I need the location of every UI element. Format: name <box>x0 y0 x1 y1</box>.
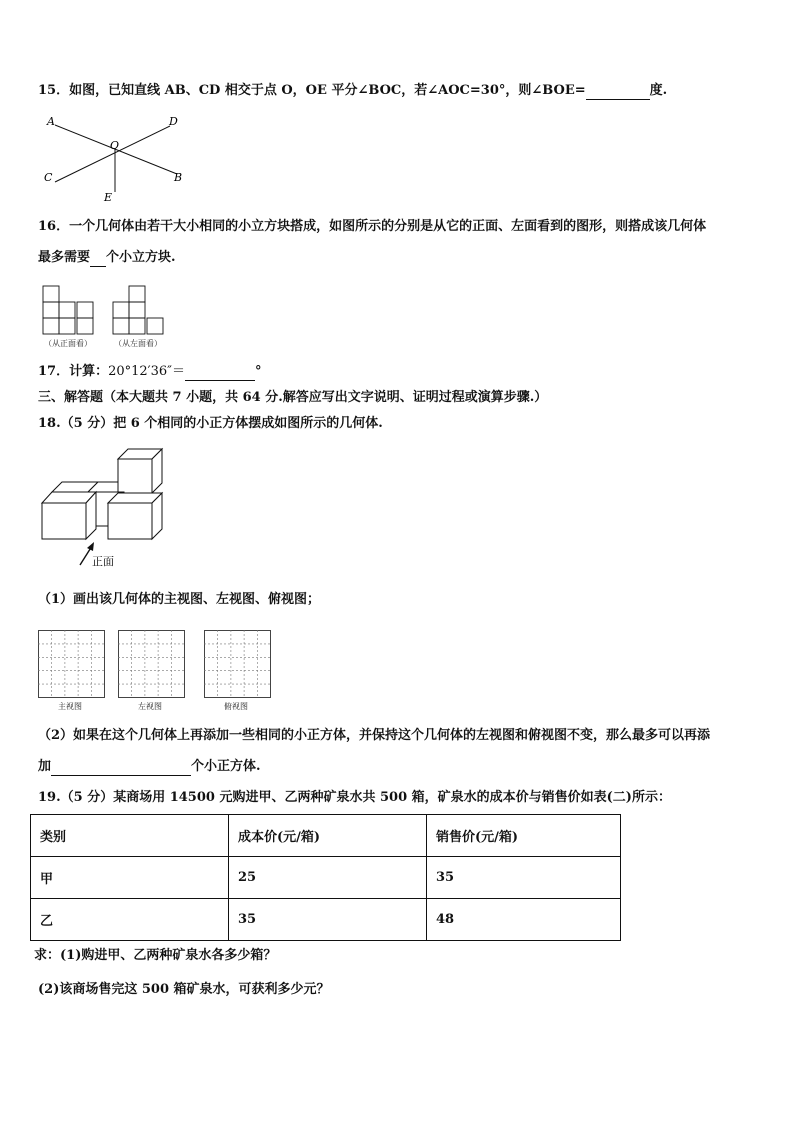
q16-line2 <box>38 249 176 267</box>
main-view-caption: 主视图 <box>58 702 82 711</box>
header-category: 类别 <box>31 815 229 857</box>
cell-category: 乙 <box>31 899 229 941</box>
label-e: E <box>104 191 113 204</box>
cell-category: 甲 <box>31 857 229 899</box>
q16-front-view <box>42 284 96 336</box>
q17-label: 17．计算： <box>38 364 109 379</box>
q15-line <box>38 82 667 100</box>
q18-part2-line1: （2）如果在这个几何体上再添加一些相同的小正方体，并保持这个几何体的左视图和俯视图不变，那么最多可以再添 <box>38 728 711 743</box>
header-price: 销售价(元/箱) <box>427 815 621 857</box>
label-b: B <box>174 171 183 184</box>
label-a: A <box>47 115 55 128</box>
q15-figure <box>40 110 190 206</box>
cell-price: 48 <box>427 899 621 941</box>
main-view-grid[interactable] <box>38 630 105 698</box>
top-view-grid[interactable] <box>204 630 271 698</box>
arrow-icon <box>87 542 94 551</box>
line-cd <box>55 126 170 182</box>
q19-ask1: 求：(1)购进甲、乙两种矿泉水各多少箱？ <box>34 948 277 963</box>
q16-text-b: 个小立方块. <box>106 250 176 265</box>
table-header-row <box>31 815 621 857</box>
front-label: 正面 <box>92 555 114 568</box>
q17-line <box>38 363 262 381</box>
table-row <box>31 899 621 941</box>
q18-cube-figure <box>38 447 168 573</box>
q18-answer-blank[interactable] <box>51 761 191 776</box>
q18-part2-line2 <box>38 758 261 776</box>
q16-text-a: 最多需要 <box>38 250 91 265</box>
cell-price: 35 <box>427 857 621 899</box>
table-row <box>31 857 621 899</box>
q16-front-caption: （从正面看） <box>44 339 92 348</box>
left-view-caption: 左视图 <box>138 702 162 711</box>
q19-price-table <box>30 814 621 941</box>
q16-line1: 16．一个几何体由若干大小相同的小立方块搭成，如图所示的分别是从它的正面、左面看到的图形，则搭成该几何体 <box>38 219 707 234</box>
section3-title: 三、解答题（本大题共 7 小题，共 64 分.解答应写出文字说明、证明过程或演算步骤.） <box>38 390 548 405</box>
q15-answer-blank[interactable] <box>586 85 650 100</box>
top-view-caption: 俯视图 <box>224 702 248 711</box>
cell-cost: 25 <box>229 857 427 899</box>
header-cost: 成本价(元/箱) <box>229 815 427 857</box>
q18-part2-text-b: 个小正方体. <box>191 759 261 774</box>
label-d: D <box>169 115 178 128</box>
q17-answer-blank[interactable] <box>185 366 255 381</box>
q18-stem: 18.（5 分）把 6 个相同的小正方体摆成如图所示的几何体. <box>38 416 383 431</box>
q19-stem: 19.（5 分）某商场用 14500 元购进甲、乙两种矿泉水共 500 箱，矿泉水的成本价与销售价如表(二)所示： <box>38 790 671 805</box>
q18-part1: （1）画出该几何体的主视图、左视图、俯视图； <box>38 592 321 607</box>
q16-left-caption: （从左面看） <box>114 339 162 348</box>
label-o: O <box>110 139 120 152</box>
q17-expression: 20°12′36″＝ <box>108 364 186 379</box>
q16-left-view <box>112 284 166 336</box>
q15-text: 15．如图，已知直线 AB、CD 相交于点 O，OE 平分∠BOC，若∠AOC=30°，则∠BOE= <box>38 83 586 98</box>
q16-answer-blank[interactable] <box>90 252 106 267</box>
q15-unit: 度. <box>649 83 668 98</box>
cell-cost: 35 <box>229 899 427 941</box>
q18-part2-text-a: 加 <box>38 759 52 774</box>
q17-unit: ° <box>255 364 262 379</box>
q19-ask2: (2)该商场售完这 500 箱矿泉水，可获利多少元？ <box>38 982 330 997</box>
label-c: C <box>44 171 53 184</box>
left-view-grid[interactable] <box>118 630 185 698</box>
